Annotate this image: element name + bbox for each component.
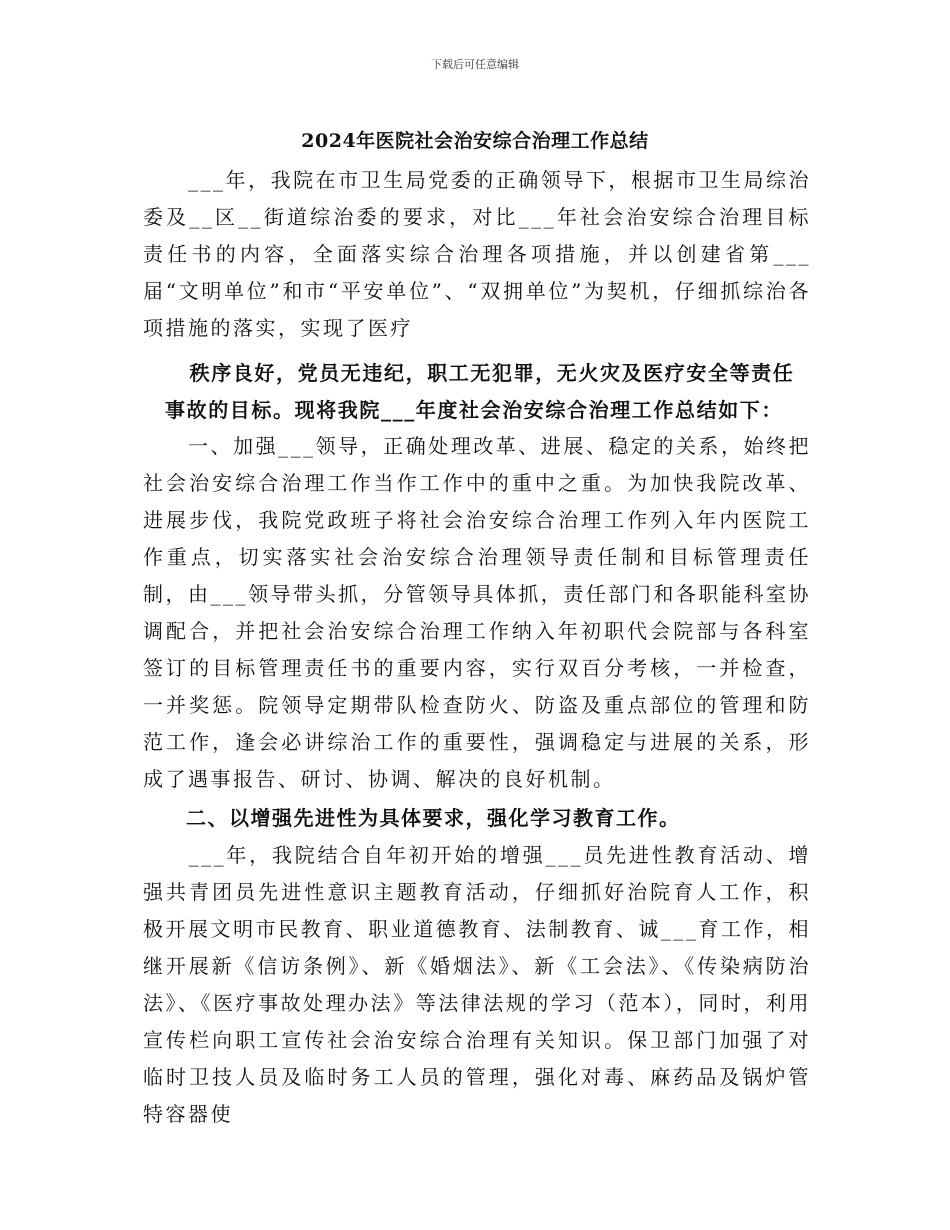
section-2-heading: 二、以增强先进性为具体要求，强化学习教育工作。	[143, 806, 681, 830]
intro-paragraph: ___年，我院在市卫生局党委的正确领导下，根据市卫生局综治委及__区__街道综治委的要求，对比___年社会治安综合治理目标责任书的内容，全面落实综合治理各项措施，并以创建省第___届“文明单位”和市“平安单位”、“双拥单位”为契机，仔细抓综治各项措施的落实，实现了医疗	[143, 168, 811, 340]
document-title: 2024年医院社会治安综合治理工作总结	[301, 130, 649, 152]
section-1-paragraph: 一、加强___领导，正确处理改革、进展、稳定的关系，始终把社会治安综合治理工作当作工作中的重中之重。为加快我院改革、进展步伐，我院党政班子将社会治安综合治理工作列入年内医院工作重点，切实落实社会治安综合治理领导责任制和目标管理责任制，由___领导带头抓，分管领导具体抓，责任部门和各职能科室协调配合，并把社会治安综合治理工作纳入年初职代会院部与各科室签订的目标管理责任书的重要内容，实行双百分考核，一并检查，一并奖惩。院领导定期带队检查防火、防盗及重点部位的管理和防范工作，逢会必讲综治工作的重要性，强调稳定与进展的关系，形成了遇事报告、研讨、协调、解决的良好机制。	[143, 434, 811, 791]
bold-summary-line-2: 事故的目标。现将我院___年度社会治安综合治理工作总结如下：	[165, 398, 783, 422]
header-note: 下载后可任意编辑	[431, 58, 519, 71]
bold-summary-line-1: 秩序良好，党员无违纪，职工无犯罪，无火灾及医疗安全等责任	[168, 361, 795, 385]
section-2-paragraph: ___年，我院结合自年初开始的增强___员先进性教育活动、增强共青团员先进性意识主题教育活动，仔细抓好治院育人工作，积极开展文明市民教育、职业道德教育、法制教育、诚___育工作，相继开展新《信访条例》、新《婚烟法》、新《工会法》、《传染病防治法》、《医疗事故处理办法》等法律法规的学习（范本），同时，利用宣传栏向职工宣传社会治安综合治理有关知识。保卫部门加强了对临时卫技人员及临时务工人员的管理，强化对毒、麻药品及锅炉管特容器使	[143, 843, 811, 1126]
